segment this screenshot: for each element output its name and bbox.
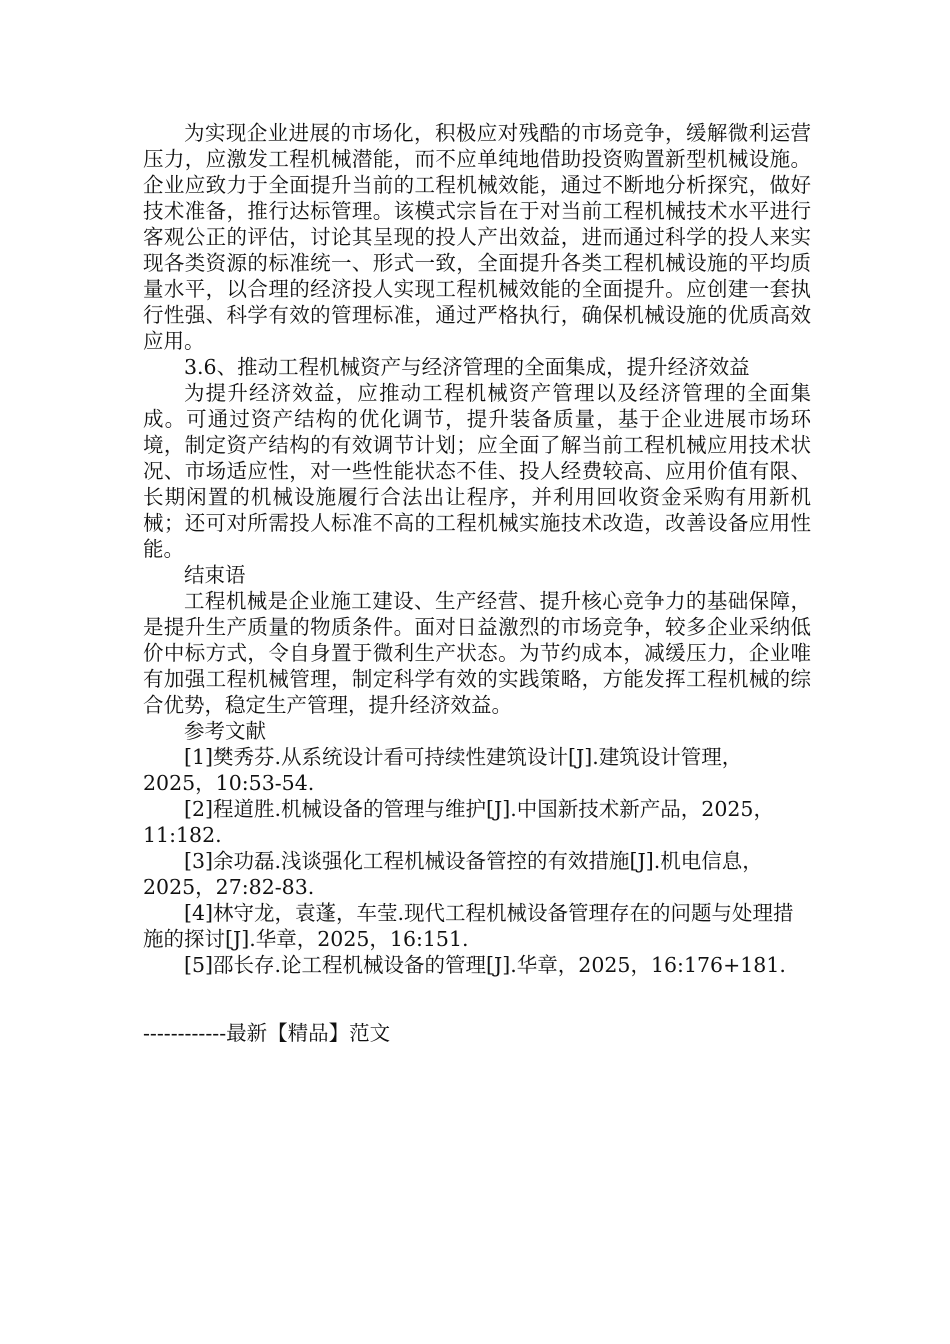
paragraph-conclusion: 工程机械是企业施工建设、生产经营、提升核心竞争力的基础保障，是提升生产质量的物质条件。面对日益激烈的市场竞争，较多企业采纳低价中标方式，令自身置于微利生产状态。为节约成本，减缓压力，企业唯有加强工程机械管理，制定科学有效的实践策略，方能发挥工程机械的综合优势，稳定生产管理，提升经济效益。 [143, 589, 811, 717]
paragraph-efficiency: 为实现企业进展的市场化，积极应对残酷的市场竞争，缓解微利运营压力，应激发工程机械潜能，而不应单纯地借助投资购置新型机械设施。企业应致力于全面提升当前的工程机械效能，通过不断地分析探究，做好技术准备，推行达标管理。该模式宗旨在于对当前工程机械技术水平进行客观公正的评估，讨论其呈现的投人产出效益，进而通过科学的投人来实现各类资源的标准统一、形式一致，全面提升各类工程机械设施的平均质量水平，以合理的经济投人实现工程机械效能的全面提升。应创建一套执行性强、科学有效的管理标准，通过严格执行，确保机械设施的优质高效应用。 [143, 121, 811, 353]
reference-item: [4]林守龙，袁蓬，车莹.现代工程机械设备管理存在的问题与处理措施的探讨[J].华章，2025，16:151. [143, 901, 794, 951]
section-heading-3-6: 3.6、推动工程机械资产与经济管理的全面集成，提升经济效益 [184, 355, 750, 379]
reference-item: [5]邵长存.论工程机械设备的管理[J].华章，2025，16:176+181. [184, 953, 786, 977]
conclusion-heading: 结束语 [184, 563, 246, 587]
reference-item: [1]樊秀芬.从系统设计看可持续性建筑设计[J].建筑设计管理，2025，10:53-54. [143, 745, 743, 795]
reference-item: [3]余功磊.浅谈强化工程机械设备管控的有效措施[J].机电信息，2025，27:82-83. [143, 849, 763, 899]
reference-item: [2]程道胜.机械设备的管理与维护[J].中国新技术新产品，2025，11:182. [143, 797, 774, 847]
footer-label: ------------最新【精品】范文 [143, 1021, 391, 1045]
document-body [143, 120, 811, 978]
paragraph-economic-benefit: 为提升经济效益，应推动工程机械资产管理以及经济管理的全面集成。可通过资产结构的优化调节，提升装备质量，基于企业进展市场环境，制定资产结构的有效调节计划；应全面了解当前工程机械应用技术状况、市场适应性，对一些性能状态不佳、投人经费较高、应用价值有限、长期闲置的机械设施履行合法出让程序，并利用回收资金采购有用新机械；还可对所需投人标准不高的工程机械实施技术改造，改善设备应用性能。 [143, 381, 811, 561]
references-heading: 参考文献 [184, 719, 266, 743]
